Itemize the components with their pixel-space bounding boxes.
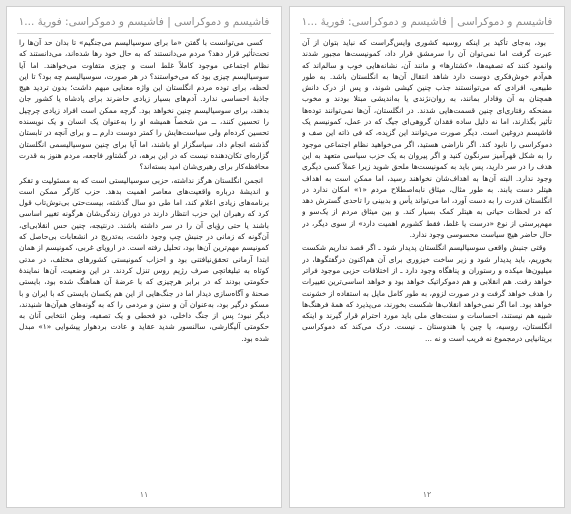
paragraph: وقتی جنبش واقعی سوسیالیسم انگلستان پدیدار شود ـ اگر قصد نداریم شکست بخوریم، باید پدیدار شود و زیر ساخت خیزوری برای آن هم‌اکنون درگفتگوها، در میلیون‌ها میکده و رستوران و پناهگاه وجود دارد ـ از اختلافات حزبی موجود فراتر خواهد رفت. هم انقلابی و هم دموکراتیک خواهد بود و خواهد اساسی‌ترین تغییرات را هدف خواهد گرفت و در صورت لزوم، به طور کامل مایل به استفاده از خشونت خواهد بود. اما اگر نمی‌خواهد انقلاب‌ها شکست بخورند، می‌پذیرد که همهٔ فرهنگ‌ها شبیه هم نیستند، احساسات و سنت‌های ملی باید مورد احترام قرار گیرند و اینکه انگلستان، روسیه، یا چین یا هندوستان ـ نیست. درک می‌کند که دموکراسی بریتانیایی درمجموع نه فریب است و نه ... [302, 243, 552, 343]
page-footer [290, 490, 564, 499]
running-header: فاشیسم و دموکراسی | فاشیسم و دموکراسی: فوریهٔ ...۱ [301, 16, 553, 28]
right-page [289, 6, 565, 508]
page-number: ۱۱ [139, 490, 149, 499]
left-page [6, 6, 282, 508]
paragraph: کسی می‌توانست با گفتن «ما برای سوسیالیسم می‌جنگیم» تا بدان حد آن‌ها را تحت‌تأثیر قرار دهد؟ مردم می‌دانستند که به حال خود رها شده‌اند، می‌دانستند که نظام اجتماعی موجود کاملاً غلط است و چیزی متفاوت می‌خواهند. اما آیا سوسیالیسم چیزی بود که می‌خواستند؟ در هر صورت، سوسیالیسم چه بود؟ تا این لحظه، برای توده مردم انگلستان این واژه معنایی مبهم داشت؛ بدون تردید هیچ جاذبهٔ احساسی ندارد. آدم‌های بسیار زیادی حاضرند برای پادشاه یا کشور جان بدهند، برای سوسیالیسم چنین نخواهد بود. گرچه ممکن است افراد زیادی چرچیل را تحسین کنند، ــ من شخصاً همیشه او را به‌عنوان یک انسان و یک نویسنده تحسین کرده‌ام ولی سیاست‌هایش را کمتر دوست دارم ــ و برای آنچه در تابستان گذشته انجام داد، سپاسگزار او باشند، اما آیا برای چنین سوسیالیسمی انگلستان گزاره‌ای تکان‌دهنده نیست که در این برهه، در گشتاور فاجعه، مردم هنوز به قدرت محافظه‌کار برای رهبری‌شان امید بسته‌اند؟ [19, 38, 269, 172]
running-header: فاشیسم و دموکراسی | فاشیسم و دموکراسی: فوریهٔ ...۱ [18, 16, 270, 28]
paragraph: انجمن انگلستان هرگز نداشته، حزبی سوسیالیستی است که به مسئولیت و تفکر و اندیشهٔ درباره واقعیت‌های معاصر اهمیت بدهد. حزب کارگر ممکن است برنامه‌های زیادی اعلام کند، اما طی دو سال گذشته، بیست‌حتی بی‌نوش‌تاب قول کرد که رهبران این حزب انتظار دارند در دوران زندگی‌شان هرگونه تغییر اساسی باشند یا حتی رؤیای آن را در سر داشته باشند. درنتیجه، چنین حس انقلابی‌ای، آن‌گونه که زمانی در جنبش چپ وجود داشت، به‌تدریج در انشعابات بی‌حاصل که کمونیسم مهم‌ترین آن‌ها بود، تحلیل رفته است. در اروپای غربی، کمونیسم از همان ابتدا آرمانی تحقق‌نیافتنی بود و احزاب کمونیستی کشورهای مختلف، در مدتی کوتاه به تبلیغاتچی صرف رژیم روس تنزل کردند. در این وضعیت، آن‌ها نمایندهٔ حکومتی بودند که در برابر هرچیزی که با عرضهٔ آن هماهنگ شده بود، بایستی صحنهٔ و آگاه‌سازی دیدار اما در جنگ‌هایی از این هم یکسان بایستی که با ایران و با مسکو درگیر بود، به‌عنوان آن و سنن و مردمی را که به گونه‌های هم‌آن‌ها شنیدند، دیگر نبود؛ پس از جنگ داخلی، دو فحطی و یک تصفیه، وطن انتخابی آنان به حکومتی آلیگارشی، سالنسور شدید عقاید و عادت بردهوار پیشوایی «۱» مبدل شده بود. [19, 175, 269, 343]
header-divider [300, 33, 554, 34]
page-number: ۱۲ [422, 490, 432, 499]
page-body-text [302, 37, 552, 479]
page-body-text [19, 37, 269, 479]
header-divider [17, 33, 271, 34]
page-footer [7, 490, 281, 499]
paragraph: بود، به‌جای تأکید بر اینکه روسیه کشوری وایس‌گراست که نباید بتوان از آن عبرت گرفت اما نمی‌توان آن را سرمشق قرار داد، کمونیست‌ها مجبور شدند وانمود کنند که تصفیه‌ها، «کشتارها» و مانند آن، نشانه‌هایی خوب و سالم‌اند که هم‌آدم خوش‌فکری دوست دارد شاهد انتقال آن‌ها به انگلستان باشد. به طور طبیعی، افرادی که می‌توانستند جذب چنین کیشی شوند، و پس از درک دانش همچنان به آن وفادار بمانند، به روان‌نژندی یا به‌اندیشی مبتلا بودند و مخوب مضحکه رفتاری‌ای چنین قسمت‌هایی شدند. در انگلستان، آن‌ها نمی‌توانند توده‌ها تأثیر بگذارند، اما نه دلیل ساده فقدان گروهی‌ای جیگ که در عمل، کمونیسم یک فاشیسم دروغین است. دیگر صورت می‌توانند این گزیده، که فی ذاته این صف و دموکراسی را نابود کند. اگر ناراضی هستید، اگر می‌خواهید نظام اجتماعی موجود را به شکل قهرآمیز سرنگون کنید و اگر پیروان به یک حزب سیاسی متعهد به این هدف را در سر دارید، پس باید به کمونیست‌ها ملحق شوید زیرا عملاً کسی دیگری وجود ندارد. البته آن‌ها به اهداف‌شان نخواهند رسید، اما ممکن است به اهداف هیتلر دست یابند. به طور مثال، میثاق نابه‌اصطلاح مردم «۱» امکان ندارد در انگلستان قدرت را به دست آورد، اما می‌تواند یأس و بدبینی را تاحدی گسترش دهد که در لحظات حیاتی به هیتلر کمک بسیار کند. و بین میثاق مردم از یک‌سو و مهم‌پرستی از نوع «درست یا غلط، فقط کشورم اهمیت دارد» از سوی دیگر، در حال حاضر هیچ سیاست محسوسی وجود ندارد. [302, 38, 552, 240]
